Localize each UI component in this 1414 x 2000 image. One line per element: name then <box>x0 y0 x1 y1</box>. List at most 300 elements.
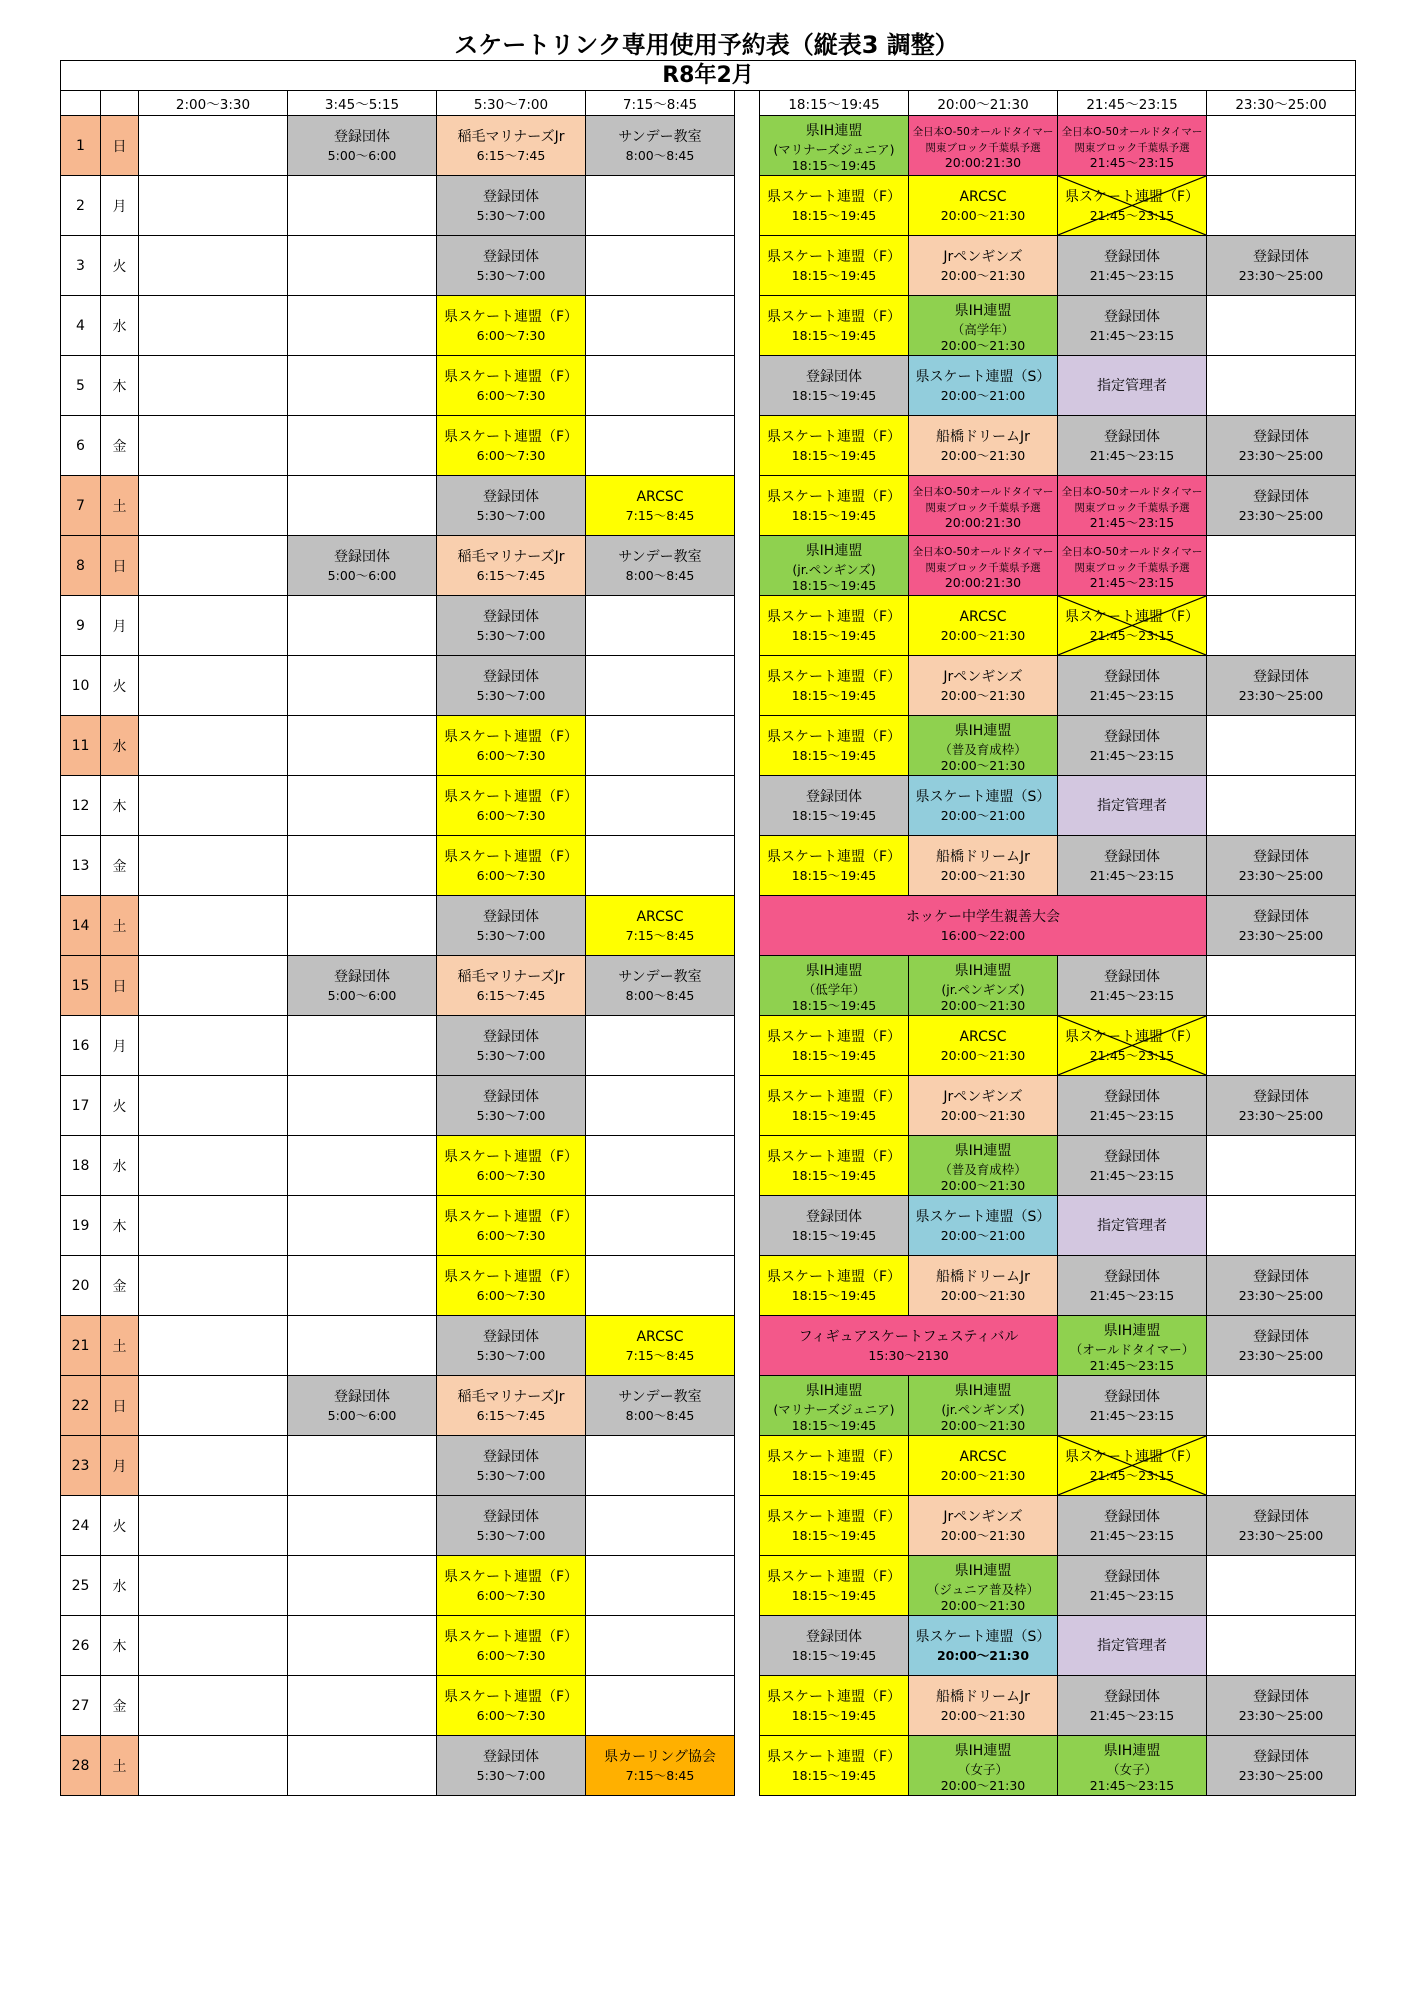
reservation-slot <box>909 776 1058 836</box>
reservation-note: 関東ブロック千葉県予選 <box>1074 141 1190 154</box>
reservation-time: 21:45～23:15 <box>1089 1047 1175 1063</box>
reservation-slot <box>909 296 1058 356</box>
day-of-week: 木 <box>101 356 139 416</box>
reservation-text <box>909 1561 1057 1611</box>
day-row <box>61 1616 1356 1676</box>
column-gap <box>735 956 760 1016</box>
reservation-slot <box>760 356 909 416</box>
column-gap <box>735 1196 760 1256</box>
reservation-text <box>760 187 908 225</box>
reservation-text <box>760 961 908 1011</box>
reservation-name: 登録団体 <box>483 668 539 685</box>
day-row <box>61 596 1356 656</box>
reservation-slot <box>760 1616 909 1676</box>
column-gap <box>735 296 760 356</box>
empty-slot <box>288 836 437 896</box>
day-number: 19 <box>61 1196 101 1256</box>
empty-slot <box>288 1616 437 1676</box>
reservation-time: 7:15～8:45 <box>625 927 695 943</box>
reservation-time: 8:00～8:45 <box>625 987 695 1003</box>
reservation-name: 登録団体 <box>334 1388 390 1405</box>
reservation-slot <box>1058 1136 1207 1196</box>
reservation-name: 稲毛マリナーズJr <box>457 128 565 145</box>
reservation-name: 県IH連盟 <box>954 1382 1012 1399</box>
empty-slot <box>586 1436 735 1496</box>
reservation-time: 21:45～23:15 <box>1089 1407 1175 1423</box>
reservation-text <box>437 1147 585 1185</box>
reservation-slot <box>760 776 909 836</box>
empty-slot <box>1207 536 1356 596</box>
reservation-text <box>760 1507 908 1545</box>
empty-slot <box>139 1436 288 1496</box>
schedule-table <box>60 60 1356 1796</box>
reservation-name: 稲毛マリナーズJr <box>457 968 565 985</box>
header-blank <box>101 91 139 116</box>
reservation-text <box>1058 1741 1206 1791</box>
reservation-note: （普及育成枠） <box>939 741 1027 757</box>
reservation-slot <box>1207 656 1356 716</box>
reservation-slot <box>909 596 1058 656</box>
empty-slot <box>288 596 437 656</box>
reservation-name: 県スケート連盟（F） <box>766 848 902 865</box>
reservation-slot <box>909 836 1058 896</box>
reservation-text <box>760 367 908 405</box>
day-number: 28 <box>61 1736 101 1796</box>
reservation-slot <box>760 536 909 596</box>
reservation-slot <box>437 1256 586 1316</box>
reservation-time: 5:30～7:00 <box>476 687 546 703</box>
reservation-text <box>1207 427 1355 465</box>
day-of-week: 金 <box>101 1676 139 1736</box>
day-of-week: 火 <box>101 236 139 296</box>
reservation-time: 20:00:21:30 <box>944 155 1022 168</box>
empty-slot <box>1207 1556 1356 1616</box>
reservation-name: 県スケート連盟（F） <box>766 1028 902 1045</box>
empty-slot <box>139 476 288 536</box>
column-gap <box>735 836 760 896</box>
reservation-text <box>1207 1507 1355 1545</box>
reservation-text <box>586 547 734 585</box>
empty-slot <box>586 1196 735 1256</box>
reservation-name: サンデー教室 <box>618 128 702 145</box>
reservation-slot <box>760 1556 909 1616</box>
day-number: 15 <box>61 956 101 1016</box>
reservation-time: 18:15～19:45 <box>791 327 877 343</box>
reservation-slot <box>909 536 1058 596</box>
empty-slot <box>288 1196 437 1256</box>
column-gap <box>735 1496 760 1556</box>
reservation-name: 県IH連盟 <box>805 542 863 559</box>
reservation-slot <box>1207 416 1356 476</box>
reservation-time: 18:15～19:45 <box>791 1767 877 1783</box>
cancelled-reservation <box>1058 596 1207 656</box>
reservation-text <box>437 1627 585 1665</box>
reservation-text <box>288 967 436 1005</box>
reservation-slot <box>1058 416 1207 476</box>
reservation-time: 6:00～7:30 <box>476 807 546 823</box>
reservation-time: 21:45～23:15 <box>1089 747 1175 763</box>
reservation-text <box>909 187 1057 225</box>
reservation-text <box>437 607 585 645</box>
reservation-name: 県IH連盟 <box>954 962 1012 979</box>
reservation-time: 18:15～19:45 <box>791 627 877 643</box>
reservation-name: 登録団体 <box>1253 1268 1309 1285</box>
day-number: 14 <box>61 896 101 956</box>
reservation-name: 登録団体 <box>1253 668 1309 685</box>
reservation-time: 23:30～25:00 <box>1238 1707 1324 1723</box>
reservation-text <box>760 1447 908 1485</box>
reservation-text <box>437 127 585 165</box>
empty-slot <box>586 1616 735 1676</box>
reservation-slot <box>760 1256 909 1316</box>
day-row <box>61 536 1356 596</box>
reservation-note: (マリナーズジュニア) <box>773 141 895 157</box>
empty-slot <box>288 656 437 716</box>
reservation-time: 6:00～7:30 <box>476 867 546 883</box>
reservation-name: 登録団体 <box>1253 248 1309 265</box>
column-gap <box>735 236 760 296</box>
reservation-text <box>909 484 1057 528</box>
reservation-slot <box>1058 1256 1207 1316</box>
reservation-time: 5:30～7:00 <box>476 507 546 523</box>
reservation-slot <box>760 1196 909 1256</box>
reservation-text <box>760 1027 908 1065</box>
reservation-text <box>437 847 585 885</box>
reservation-text <box>437 1327 585 1365</box>
reservation-text <box>1207 667 1355 705</box>
reservation-text <box>1207 487 1355 525</box>
reservation-name: ARCSC <box>959 608 1007 625</box>
day-of-week: 土 <box>101 1736 139 1796</box>
empty-slot <box>139 1076 288 1136</box>
reservation-text <box>437 187 585 225</box>
day-of-week: 木 <box>101 1616 139 1676</box>
empty-slot <box>288 1016 437 1076</box>
reservation-text <box>437 1267 585 1305</box>
reservation-name: 県スケート連盟（F） <box>1064 1028 1200 1045</box>
empty-slot <box>1207 1136 1356 1196</box>
reservation-text <box>909 1507 1057 1545</box>
day-of-week: 火 <box>101 1076 139 1136</box>
reservation-time: 18:15～19:45 <box>791 867 877 883</box>
reservation-name: 船橋ドリームJr <box>936 1688 1030 1705</box>
day-number: 26 <box>61 1616 101 1676</box>
reservation-time: 23:30～25:00 <box>1238 687 1324 703</box>
reservation-time: 21:45～23:15 <box>1089 1107 1175 1123</box>
day-row <box>61 416 1356 476</box>
reservation-time: 18:15～19:45 <box>791 1107 877 1123</box>
reservation-slot <box>1058 1556 1207 1616</box>
reservation-time: 21:45～23:15 <box>1089 987 1175 1003</box>
reservation-slot <box>586 1376 735 1436</box>
reservation-slot <box>909 1736 1058 1796</box>
day-row <box>61 1496 1356 1556</box>
reservation-slot <box>760 116 909 176</box>
reservation-time: 18:15～19:45 <box>791 1227 877 1243</box>
empty-slot <box>139 1016 288 1076</box>
reservation-name: 全日本O-50オールドタイマー <box>1061 545 1203 558</box>
reservation-text <box>760 121 908 171</box>
empty-slot <box>139 1316 288 1376</box>
reservation-text <box>760 247 908 285</box>
reservation-time: 7:15～8:45 <box>625 507 695 523</box>
reservation-time: 5:00～6:00 <box>327 147 397 163</box>
reservation-name: サンデー教室 <box>618 968 702 985</box>
reservation-name: 登録団体 <box>483 1508 539 1525</box>
reservation-name: 県IH連盟 <box>954 1142 1012 1159</box>
empty-slot <box>586 176 735 236</box>
reservation-slot <box>1058 536 1207 596</box>
reservation-slot <box>1207 1316 1356 1376</box>
reservation-text <box>1058 376 1206 396</box>
reservation-slot <box>909 1436 1058 1496</box>
reservation-name: 登録団体 <box>806 1628 862 1645</box>
reservation-name: 県スケート連盟（F） <box>766 1148 902 1165</box>
reservation-time: 6:00～7:30 <box>476 1587 546 1603</box>
reservation-text <box>586 127 734 165</box>
day-of-week: 水 <box>101 296 139 356</box>
empty-slot <box>288 1676 437 1736</box>
empty-slot <box>586 1256 735 1316</box>
reservation-slot <box>909 1136 1058 1196</box>
empty-slot <box>139 1196 288 1256</box>
reservation-slot <box>1058 296 1207 356</box>
day-row <box>61 896 1356 956</box>
empty-slot <box>586 1556 735 1616</box>
day-of-week: 月 <box>101 176 139 236</box>
day-of-week: 日 <box>101 116 139 176</box>
day-of-week: 水 <box>101 1556 139 1616</box>
reservation-slot <box>437 1316 586 1376</box>
reservation-slot <box>586 1736 735 1796</box>
reservation-name: 登録団体 <box>483 1448 539 1465</box>
reservation-time: 6:15～7:45 <box>476 987 546 1003</box>
reservation-time: 5:00～6:00 <box>327 567 397 583</box>
reservation-time: 20:00:21:30 <box>944 575 1022 588</box>
reservation-name: サンデー教室 <box>618 1388 702 1405</box>
empty-slot <box>139 116 288 176</box>
day-row <box>61 716 1356 776</box>
reservation-time: 21:45～23:15 <box>1089 867 1175 883</box>
reservation-time: 6:00～7:30 <box>476 327 546 343</box>
day-number: 7 <box>61 476 101 536</box>
reservation-name: 登録団体 <box>1104 1148 1160 1165</box>
reservation-time: 18:15～19:45 <box>791 807 877 823</box>
column-gap <box>735 596 760 656</box>
day-of-week: 月 <box>101 1436 139 1496</box>
reservation-text <box>909 721 1057 771</box>
reservation-slot <box>437 656 586 716</box>
empty-slot <box>586 656 735 716</box>
reservation-name: 登録団体 <box>1253 848 1309 865</box>
reservation-text <box>1058 1321 1206 1371</box>
reservation-text <box>1058 1507 1206 1545</box>
empty-slot <box>288 296 437 356</box>
reservation-time: 6:00～7:30 <box>476 1227 546 1243</box>
reservation-name: 県IH連盟 <box>805 962 863 979</box>
reservation-name: 県スケート連盟（F） <box>443 1148 579 1165</box>
day-of-week: 火 <box>101 1496 139 1556</box>
reservation-note: (jr.ペンギンズ) <box>941 981 1025 997</box>
reservation-text <box>437 667 585 705</box>
reservation-slot <box>1058 356 1207 416</box>
reservation-time: 21:45～23:15 <box>1089 207 1175 223</box>
day-number: 13 <box>61 836 101 896</box>
reservation-name: 登録団体 <box>1104 848 1160 865</box>
reservation-slot <box>909 1076 1058 1136</box>
reservation-slot <box>437 536 586 596</box>
reservation-text <box>437 487 585 525</box>
reservation-slot <box>1207 476 1356 536</box>
reservation-time: 18:15～19:45 <box>791 1587 877 1603</box>
reservation-name: Jrペンギンズ <box>943 248 1023 265</box>
reservation-name: 登録団体 <box>1104 1508 1160 1525</box>
reservation-text <box>760 1087 908 1125</box>
reservation-time: 18:15～19:45 <box>791 447 877 463</box>
reservation-time: 6:00～7:30 <box>476 1287 546 1303</box>
reservation-name: 県スケート連盟（S） <box>915 368 1051 385</box>
reservation-time: 5:30～7:00 <box>476 267 546 283</box>
empty-slot <box>139 1256 288 1316</box>
reservation-time: 21:45～23:15 <box>1089 627 1175 643</box>
slot-header: 18:15～19:45 <box>760 91 909 116</box>
reservation-time: 5:30～7:00 <box>476 1467 546 1483</box>
column-gap <box>735 176 760 236</box>
reservation-name: ARCSC <box>959 1448 1007 1465</box>
reservation-note: 関東ブロック千葉県予選 <box>1074 501 1190 514</box>
empty-slot <box>1207 716 1356 776</box>
empty-slot <box>139 236 288 296</box>
header-blank <box>61 91 101 116</box>
empty-slot <box>139 1496 288 1556</box>
slot-header: 3:45～5:15 <box>288 91 437 116</box>
reservation-time: 21:45～23:15 <box>1089 515 1175 528</box>
reservation-slot <box>1058 116 1207 176</box>
reservation-name: 登録団体 <box>1104 728 1160 745</box>
reservation-time: 20:00～21:30 <box>940 207 1026 223</box>
reservation-text <box>909 961 1057 1011</box>
reservation-note: （普及育成枠） <box>939 1161 1027 1177</box>
reservation-name: 全日本O-50オールドタイマー <box>1061 485 1203 498</box>
day-of-week: 月 <box>101 1016 139 1076</box>
reservation-name: 登録団体 <box>1253 1748 1309 1765</box>
reservation-time: 5:30～7:00 <box>476 927 546 943</box>
reservation-name: 県IH連盟 <box>1103 1742 1161 1759</box>
month-header: R8年2月 <box>61 61 1356 91</box>
reservation-text <box>1058 607 1206 645</box>
reservation-time: 18:15～19:45 <box>791 1707 877 1723</box>
reservation-slot <box>437 116 586 176</box>
reservation-name: 登録団体 <box>483 248 539 265</box>
reservation-slot <box>437 596 586 656</box>
reservation-slot <box>760 1376 909 1436</box>
column-gap <box>735 476 760 536</box>
reservation-name: 登録団体 <box>483 1088 539 1105</box>
reservation-text <box>909 1687 1057 1725</box>
column-gap <box>735 1616 760 1676</box>
empty-slot <box>139 1616 288 1676</box>
column-gap <box>735 776 760 836</box>
column-gap <box>735 1376 760 1436</box>
reservation-text <box>437 1387 585 1425</box>
empty-slot <box>139 176 288 236</box>
reservation-time: 20:00～21:30 <box>936 1647 1030 1663</box>
reservation-slot <box>760 416 909 476</box>
reservation-time: 20:00～21:30 <box>940 1287 1026 1303</box>
reservation-note: （ジュニア普及枠） <box>926 1581 1040 1597</box>
reservation-text <box>288 547 436 585</box>
reservation-time: 21:45～23:15 <box>1089 1287 1175 1303</box>
reservation-slot <box>909 716 1058 776</box>
empty-slot <box>1207 956 1356 1016</box>
reservation-text <box>909 301 1057 351</box>
slot-header: 2:00～3:30 <box>139 91 288 116</box>
reservation-time: 6:15～7:45 <box>476 147 546 163</box>
reservation-time: 23:30～25:00 <box>1238 927 1324 943</box>
reservation-text <box>760 1381 908 1431</box>
reservation-name: 登録団体 <box>483 608 539 625</box>
empty-slot <box>1207 116 1356 176</box>
reservation-slot <box>1058 716 1207 776</box>
reservation-name: 登録団体 <box>1253 1508 1309 1525</box>
reservation-slot <box>1058 1496 1207 1556</box>
day-number: 18 <box>61 1136 101 1196</box>
reservation-note: (jr.ペンギンズ) <box>941 1401 1025 1417</box>
reservation-slot <box>760 836 909 896</box>
reservation-text <box>909 847 1057 885</box>
slot-header: 5:30～7:00 <box>437 91 586 116</box>
reservation-slot <box>437 1136 586 1196</box>
reservation-slot <box>437 1676 586 1736</box>
reservation-time: 20:00～21:00 <box>940 807 1026 823</box>
column-gap <box>735 416 760 476</box>
reservation-name: 県IH連盟 <box>954 1742 1012 1759</box>
reservation-name: 登録団体 <box>334 128 390 145</box>
empty-slot <box>586 1496 735 1556</box>
empty-slot <box>288 896 437 956</box>
reservation-name: 県スケート連盟（F） <box>443 848 579 865</box>
reservation-name: 県スケート連盟（F） <box>766 248 902 265</box>
reservation-text <box>437 1687 585 1725</box>
empty-slot <box>288 1076 437 1136</box>
reservation-time: 21:45～23:15 <box>1089 1587 1175 1603</box>
reservation-text <box>437 1087 585 1125</box>
reservation-name: 登録団体 <box>1104 428 1160 445</box>
day-of-week: 土 <box>101 1316 139 1376</box>
reservation-text <box>1207 1327 1355 1365</box>
column-gap <box>735 1076 760 1136</box>
reservation-text <box>586 1327 734 1365</box>
reservation-text <box>437 247 585 285</box>
empty-slot <box>139 296 288 356</box>
reservation-time: 21:45～23:15 <box>1089 687 1175 703</box>
day-number: 23 <box>61 1436 101 1496</box>
reservation-note: （女子） <box>1106 1761 1157 1777</box>
reservation-slot <box>760 1676 909 1736</box>
reservation-slot <box>909 1016 1058 1076</box>
reservation-time: 18:15～19:45 <box>791 747 877 763</box>
reservation-slot <box>437 1616 586 1676</box>
reservation-slot <box>760 236 909 296</box>
reservation-name: 登録団体 <box>1253 428 1309 445</box>
slot-header: 21:45～23:15 <box>1058 91 1207 116</box>
reservation-text <box>760 727 908 765</box>
empty-slot <box>139 596 288 656</box>
column-gap <box>735 1436 760 1496</box>
reservation-text <box>760 1567 908 1605</box>
empty-slot <box>1207 1436 1356 1496</box>
reservation-name: 県IH連盟 <box>954 1562 1012 1579</box>
